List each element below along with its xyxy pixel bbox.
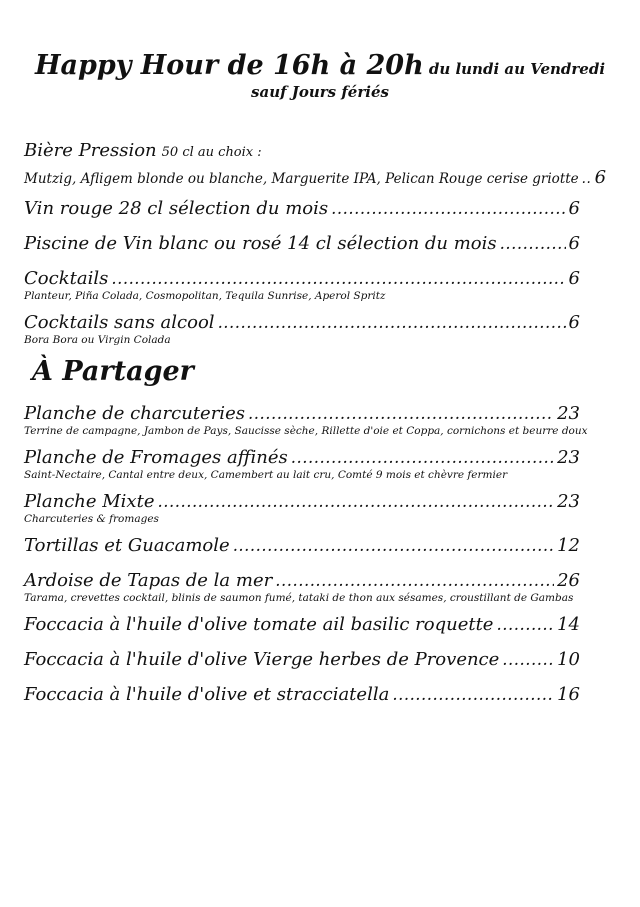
menu-item-row <box>24 233 580 254</box>
menu-item-price: 12 <box>557 535 580 556</box>
menu-item-row <box>24 268 580 289</box>
menu-item <box>24 614 580 635</box>
menu-item-row <box>24 198 580 219</box>
leader-dots <box>331 199 565 218</box>
menu-item-description: Tarama, crevettes cocktail, blinis de saumon fumé, tataki de thon aux sésames, croustillant de Gambas <box>24 592 574 604</box>
menu-item <box>24 233 580 254</box>
menu-item-name: Vin rouge 28 cl sélection du mois <box>24 198 329 219</box>
leader-dots <box>500 234 566 253</box>
menu-item-row <box>24 614 580 635</box>
menu-item-description: Bora Bora ou Virgin Colada <box>24 334 171 346</box>
menu-item <box>24 535 580 556</box>
menu-item-row <box>24 491 580 512</box>
menu-item-price: 6 <box>568 268 580 289</box>
leader-dots <box>275 571 554 590</box>
beer-qualifier: 50 cl au choix : <box>161 145 262 160</box>
menu-item-price: 6 <box>568 312 580 333</box>
leader-dots <box>218 313 566 332</box>
menu-item-name: Ardoise de Tapas de la mer <box>24 570 273 591</box>
menu-item-row <box>24 312 580 333</box>
menu-item-price: 26 <box>557 570 580 591</box>
beer-heading-row <box>24 140 580 161</box>
leader-dots <box>233 536 554 555</box>
leader-dots <box>291 448 554 467</box>
menu-item-name: Tortillas et Guacamole <box>24 535 230 556</box>
menu-item-name: Cocktails sans alcool <box>24 312 215 333</box>
menu-item <box>24 684 580 705</box>
leader-dots <box>111 269 565 288</box>
leader-dots <box>248 404 554 423</box>
happy-hour-list <box>24 198 580 346</box>
menu-item-price: 23 <box>557 403 580 424</box>
leader-dots <box>582 171 592 187</box>
menu-item <box>24 312 580 346</box>
menu-item-price: 23 <box>557 447 580 468</box>
header-line <box>0 50 640 81</box>
menu-item-description: Charcuteries & fromages <box>24 513 159 525</box>
menu-item-description: Terrine de campagne, Jambon de Pays, Saucisse sèche, Rillette d'oie et Coppa, cornichons et beurre doux <box>24 425 588 437</box>
menu-item-row <box>24 535 580 556</box>
happy-hour-title: Happy Hour de 16h à 20h <box>34 50 424 81</box>
sharing-title: À Partager <box>32 356 194 387</box>
menu-item-description: Planteur, Piña Colada, Cosmopolitan, Tequila Sunrise, Aperol Spritz <box>24 290 386 302</box>
menu-item-price: 6 <box>568 198 580 219</box>
menu-item <box>24 447 580 481</box>
menu-item-name: Planche de Fromages affinés <box>24 447 288 468</box>
happy-hour-exception: sauf Jours fériés <box>251 83 389 101</box>
beer-price: 6 <box>594 167 607 188</box>
menu-item-row <box>24 447 580 468</box>
leader-dots <box>157 492 554 511</box>
menu-item-name: Foccacia à l'huile d'olive tomate ail basilic roquette <box>24 614 494 635</box>
menu-item-price: 6 <box>568 233 580 254</box>
menu-item <box>24 570 580 604</box>
menu-item <box>24 268 580 302</box>
beer-name: Bière Pression <box>24 140 157 161</box>
menu-item-price: 16 <box>557 684 580 705</box>
beer-options-row <box>24 167 607 188</box>
menu-item-name: Cocktails <box>24 268 109 289</box>
menu-item-price: 23 <box>557 491 580 512</box>
happy-hour-days: du lundi au Vendredi <box>428 60 606 78</box>
menu-item-name: Foccacia à l'huile d'olive et stracciatella <box>24 684 390 705</box>
menu-item-name: Piscine de Vin blanc ou rosé 14 cl sélection du mois <box>24 233 497 254</box>
menu-item-price: 14 <box>557 614 580 635</box>
menu-item-name: Planche Mixte <box>24 491 155 512</box>
menu-item-row <box>24 570 580 591</box>
menu-item-name: Foccacia à l'huile d'olive Vierge herbes de Provence <box>24 649 500 670</box>
menu-item-row <box>24 684 580 705</box>
beer-item <box>24 140 607 188</box>
leader-dots <box>392 685 554 704</box>
sharing-list <box>24 403 588 705</box>
menu-item <box>24 491 580 525</box>
menu-header <box>0 50 640 101</box>
menu-item <box>24 198 580 219</box>
menu-body <box>24 140 607 719</box>
menu-item-row <box>24 403 580 424</box>
menu-item-row <box>24 649 580 670</box>
leader-dots <box>496 615 554 634</box>
menu-item-description: Saint-Nectaire, Cantal entre deux, Camembert au lait cru, Comté 9 mois et chèvre fermier <box>24 469 508 481</box>
menu-item-name: Planche de charcuteries <box>24 403 245 424</box>
beer-options: Mutzig, Afligem blonde ou blanche, Marguerite IPA, Pelican Rouge cerise griotte <box>24 171 579 187</box>
menu-item-price: 10 <box>557 649 580 670</box>
menu-item <box>24 649 580 670</box>
menu-item <box>24 403 588 437</box>
leader-dots <box>502 650 554 669</box>
